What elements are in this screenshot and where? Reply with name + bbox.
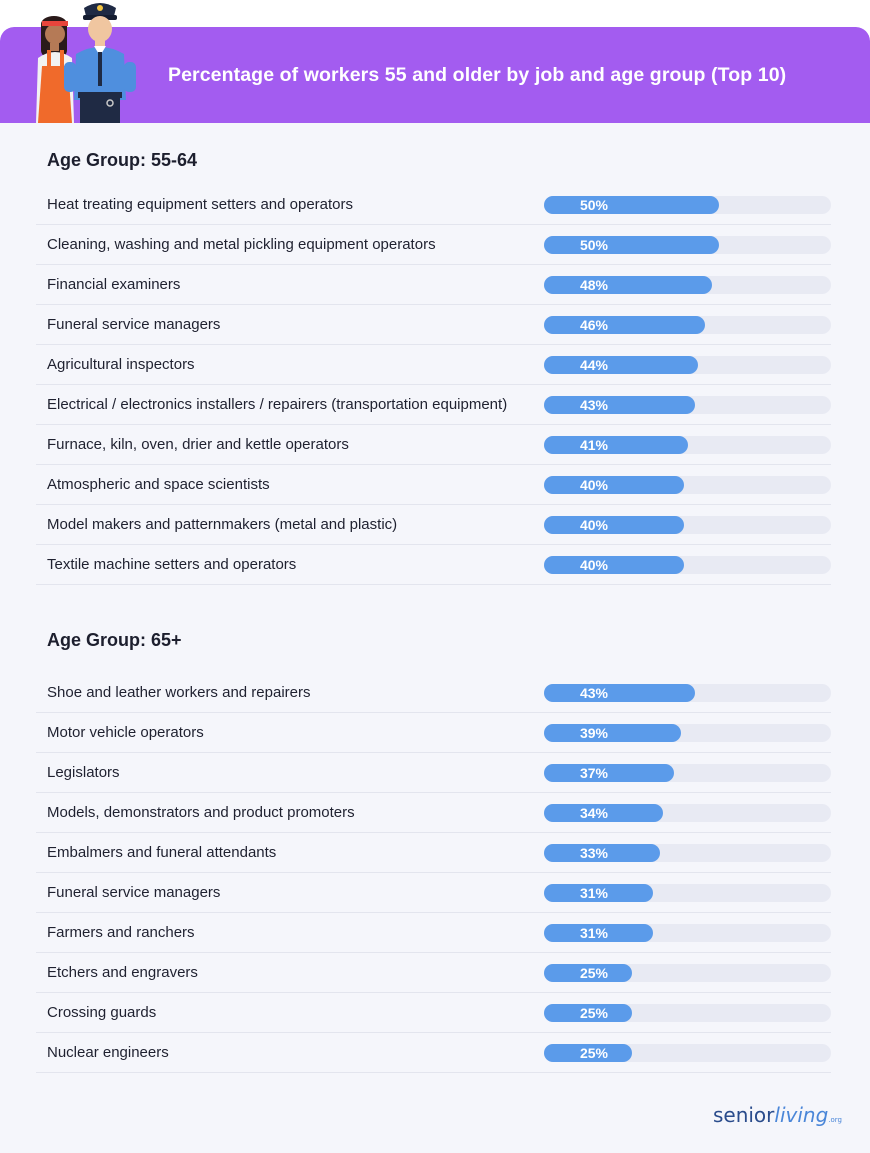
bar-row bbox=[36, 345, 831, 385]
bar-track bbox=[544, 1044, 831, 1062]
bar-category-label: Model makers and patternmakers (metal and plastic) bbox=[47, 516, 398, 533]
bar-category-label: Heat treating equipment setters and operators bbox=[47, 196, 354, 213]
bar-value-label: 25% bbox=[579, 965, 609, 981]
bar-row bbox=[36, 185, 831, 225]
bar-row bbox=[36, 505, 831, 545]
bar-track bbox=[544, 1004, 831, 1022]
bar-track bbox=[544, 356, 831, 374]
bar-track bbox=[544, 764, 831, 782]
bar-row bbox=[36, 545, 831, 585]
bar-track bbox=[544, 276, 831, 294]
bar-row bbox=[36, 1033, 831, 1073]
bar-value-label: 33% bbox=[579, 845, 609, 861]
bar-category-label: Etchers and engravers bbox=[47, 964, 198, 981]
bar-row bbox=[36, 753, 831, 793]
bar-value-label: 25% bbox=[579, 1045, 609, 1061]
bar-category-label: Furnace, kiln, oven, drier and kettle operators bbox=[47, 436, 349, 453]
bar-value-label: 44% bbox=[579, 357, 609, 373]
bar-value-label: 50% bbox=[579, 197, 609, 213]
bar-value-label: 43% bbox=[579, 397, 609, 413]
bar-category-label: Legislators bbox=[47, 764, 120, 781]
bar-row bbox=[36, 913, 831, 953]
bar-value-label: 48% bbox=[579, 277, 609, 293]
workers-illustration-icon bbox=[28, 0, 158, 123]
bar-track bbox=[544, 964, 831, 982]
bar-track bbox=[544, 236, 831, 254]
bar-row bbox=[36, 993, 831, 1033]
bar-category-label: Agricultural inspectors bbox=[47, 356, 195, 373]
bar-value-label: 31% bbox=[579, 925, 609, 941]
bar-track bbox=[544, 436, 831, 454]
bar-category-label: Models, demonstrators and product promoters bbox=[47, 804, 355, 821]
bar-track bbox=[544, 804, 831, 822]
bar-row bbox=[36, 425, 831, 465]
bar-value-label: 34% bbox=[579, 805, 609, 821]
bar-category-label: Farmers and ranchers bbox=[47, 924, 195, 941]
bar-value-label: 37% bbox=[579, 765, 609, 781]
bar-row bbox=[36, 793, 831, 833]
bar-value-label: 50% bbox=[579, 237, 609, 253]
page-title: Percentage of workers 55 and older by job and age group (Top 10) bbox=[168, 64, 787, 86]
bar-row bbox=[36, 673, 831, 713]
bar-row bbox=[36, 833, 831, 873]
infographic-card bbox=[0, 27, 870, 1153]
bar-track bbox=[544, 396, 831, 414]
bar-row bbox=[36, 225, 831, 265]
bar-track bbox=[544, 196, 831, 214]
bar-category-label: Cleaning, washing and metal pickling equipment operators bbox=[47, 236, 436, 253]
group-title-55-64: Age Group: 55-64 bbox=[47, 150, 198, 170]
bar-category-label: Crossing guards bbox=[47, 1004, 157, 1021]
bar-row bbox=[36, 305, 831, 345]
bar-category-label: Textile machine setters and operators bbox=[47, 556, 297, 573]
bar-track bbox=[544, 884, 831, 902]
bar-track bbox=[544, 556, 831, 574]
group-title-65-plus: Age Group: 65+ bbox=[47, 630, 182, 650]
bar-value-label: 46% bbox=[579, 317, 609, 333]
bar-track bbox=[544, 684, 831, 702]
bar-value-label: 31% bbox=[579, 885, 609, 901]
bar-row bbox=[36, 873, 831, 913]
bar-row bbox=[36, 385, 831, 425]
bar-track bbox=[544, 476, 831, 494]
bar-track bbox=[544, 316, 831, 334]
bar-track bbox=[544, 724, 831, 742]
bar-row bbox=[36, 465, 831, 505]
bar-category-label: Atmospheric and space scientists bbox=[47, 476, 270, 493]
bar-value-label: 25% bbox=[579, 1005, 609, 1021]
bar-category-label: Funeral service managers bbox=[47, 316, 221, 333]
bar-value-label: 40% bbox=[579, 517, 609, 533]
bar-category-label: Funeral service managers bbox=[47, 884, 221, 901]
bar-value-label: 39% bbox=[579, 725, 609, 741]
bar-category-label: Nuclear engineers bbox=[47, 1044, 169, 1061]
bar-track bbox=[544, 516, 831, 534]
bar-category-label: Financial examiners bbox=[47, 276, 181, 293]
bar-category-label: Shoe and leather workers and repairers bbox=[47, 684, 311, 701]
bar-row bbox=[36, 953, 831, 993]
bar-row bbox=[36, 713, 831, 753]
bar-row bbox=[36, 265, 831, 305]
brand-logo: seniorliving.org bbox=[712, 1103, 842, 1127]
bar-value-label: 40% bbox=[579, 557, 609, 573]
bar-value-label: 41% bbox=[579, 437, 609, 453]
bar-value-label: 43% bbox=[579, 685, 609, 701]
bar-value-label: 40% bbox=[579, 477, 609, 493]
bar-category-label: Electrical / electronics installers / repairers (transportation equipment) bbox=[47, 396, 508, 413]
bar-category-label: Motor vehicle operators bbox=[47, 724, 204, 741]
bar-category-label: Embalmers and funeral attendants bbox=[47, 844, 277, 861]
bar-track bbox=[544, 844, 831, 862]
bar-track bbox=[544, 924, 831, 942]
